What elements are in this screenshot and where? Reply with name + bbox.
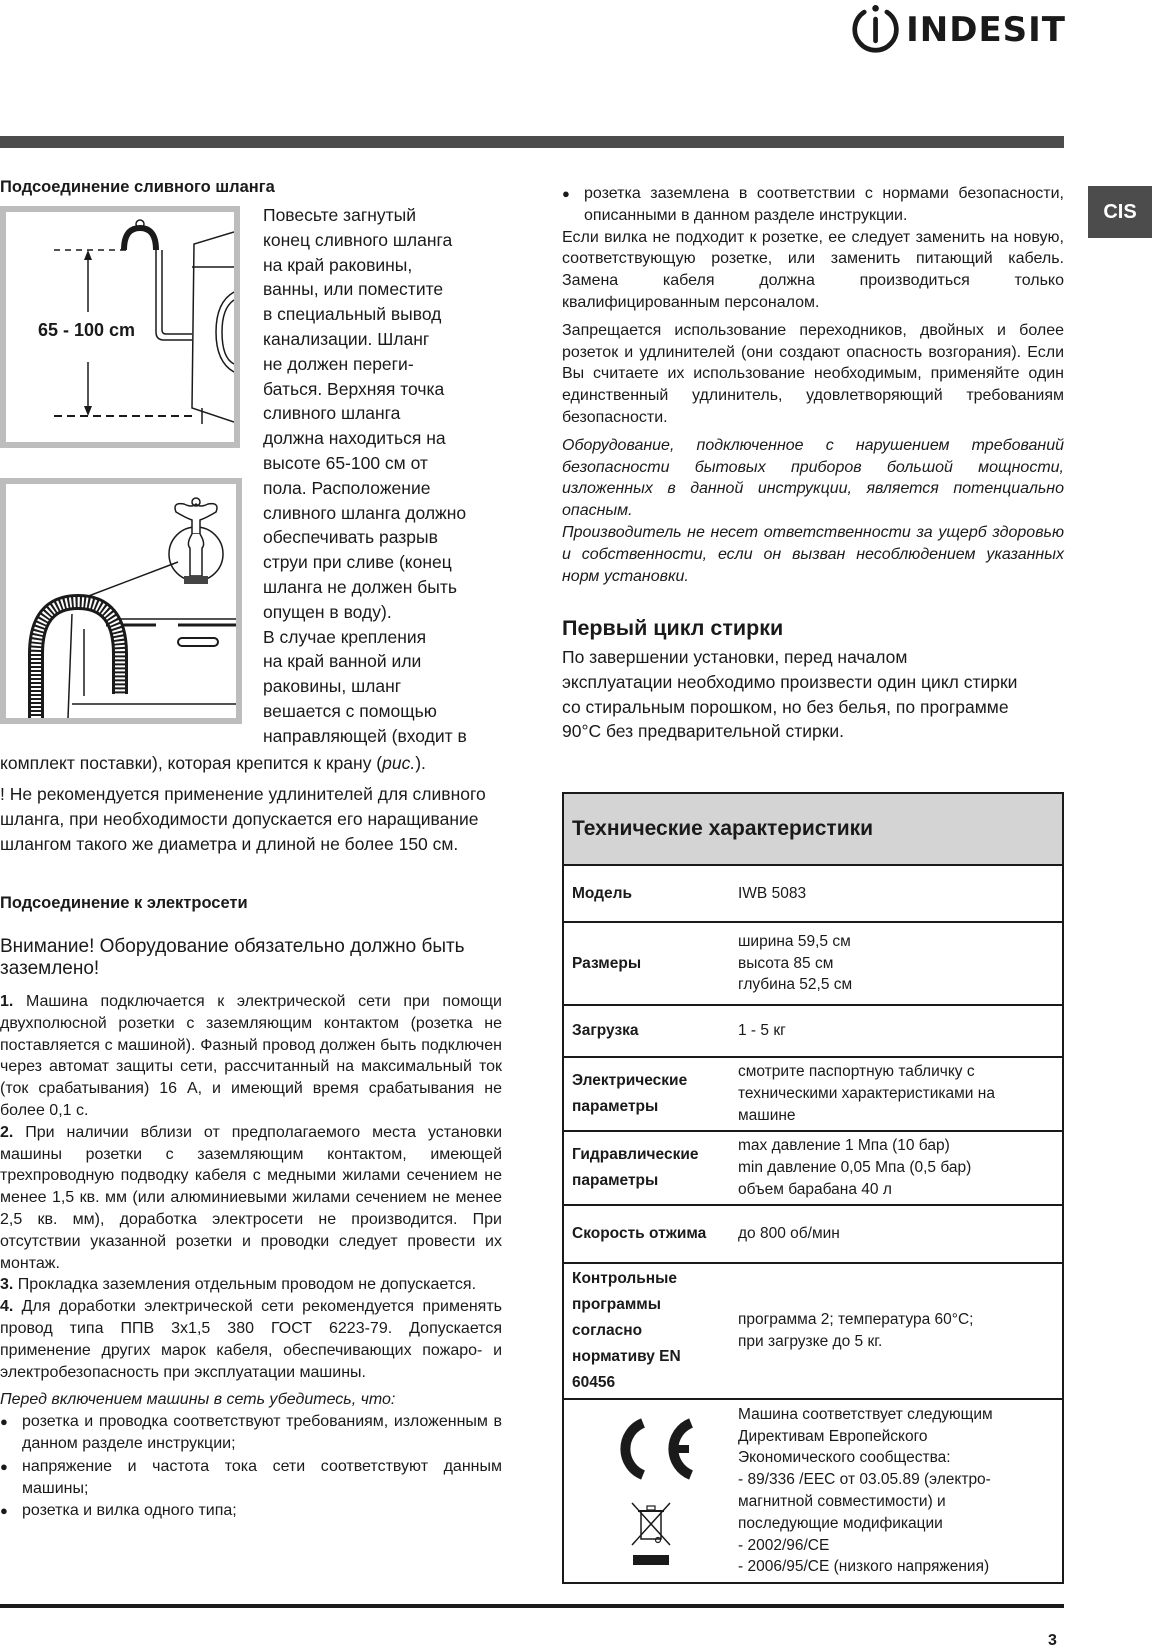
text-line: Повесьте загнутый xyxy=(263,205,416,225)
value-line: Директивам Европейского xyxy=(738,1427,928,1445)
spec-label: Загрузка xyxy=(572,1022,639,1039)
text-line: на край ванной или xyxy=(263,651,422,672)
text-line: канализации. Шланг xyxy=(263,328,430,349)
value-line: Машина соответствует следующим xyxy=(738,1405,993,1423)
item-text: Для доработки электрической сети рекомендуется применять провод типа ППВ 3х1,5 380 ГОСТ 6223-79. Допускается применение других марок кабеля, обеспечивающих пожаро- и электробезопасность при эксплуатации машины. xyxy=(0,1298,502,1381)
item-text: При наличии вблизи от предполагаемого места установки машины розетки с заземляющим контактом, имеющей трехпроводную подводку кабеля с медными жилами сечением не менее 1,5 кв. мм (или алюминиевыми жилами сечением не менее 2,5 кв. мм), доработка электросети не производится. При отсутствии указанной розетки и проводки следует провести их монтаж. xyxy=(0,1123,502,1272)
brand-name: INDESIT xyxy=(906,10,1066,50)
technical-specs-table xyxy=(562,792,1064,1584)
spec-row-test-programs xyxy=(564,1264,1062,1400)
adapter-warning: Запрещается использование переходников, двойных и более розеток и удлинителей (они создают опасность возгорания). Если Вы считаете их использование необходимым, применяйте один единственный удлинитель, удовлетворяющий требованиям безопасности. xyxy=(562,321,1064,426)
item-number: 1. xyxy=(0,993,14,1010)
value-line: Экономического сообщества: xyxy=(738,1449,951,1467)
hazard-note: Оборудование, подключенное с нарушением требований безопасности бытовых приборов большой мощности, изложенных в данной инструкции, является потенциально опасным. xyxy=(562,436,1064,520)
value-line: ширина 59,5 см xyxy=(738,932,851,950)
value-line: высота 85 см xyxy=(738,954,834,972)
value-line: техническими характеристиками на xyxy=(738,1085,995,1103)
text-line: должна находиться на xyxy=(263,428,446,449)
text-run: ). xyxy=(415,753,426,773)
weee-bin-icon xyxy=(628,1499,674,1549)
spec-label: Контрольные программы согласно нормативу EN 60456 xyxy=(572,1270,681,1391)
spec-value xyxy=(738,923,1062,1004)
liability-note: Производитель не несет ответственности за ущерб здоровью и собственности, если он вызван несоблюдением указанных норм установки. xyxy=(562,523,1064,585)
indesit-logo xyxy=(851,2,1066,58)
value-line: max давление 1 Мпа (10 бар) xyxy=(738,1137,950,1155)
value-line: IWB 5083 xyxy=(738,884,807,902)
item-text: Прокладка заземления отдельным проводом не допускается. xyxy=(13,1276,477,1294)
spec-label: Скорость отжима xyxy=(572,1225,707,1242)
spec-label: Размеры xyxy=(572,954,642,972)
spec-label: Электрические параметры xyxy=(572,1072,688,1115)
checklist-item: ● розетка заземлена в соответствии с нормами безопасности, описанными в данном разделе инструкции. xyxy=(562,183,1064,227)
weee-bar-icon xyxy=(633,1555,669,1565)
spec-value xyxy=(738,1206,1062,1262)
text-line: раковины, шланг xyxy=(263,676,402,697)
text-line: в специальный вывод xyxy=(263,304,442,325)
spec-value xyxy=(738,1132,1062,1204)
footer-divider xyxy=(0,1604,1064,1608)
text-run: комплект поставки), которая крепится к крану ( xyxy=(0,753,383,773)
spec-label: Модель xyxy=(572,884,633,902)
text-line: опущен в воду). xyxy=(263,601,392,622)
value-line: магнитной совместимости) и xyxy=(738,1493,946,1510)
value-line: до 800 об/мин xyxy=(738,1225,840,1243)
text-line: направляющей (входит в xyxy=(263,725,467,746)
value-line: при загрузке до 5 кг. xyxy=(738,1333,883,1350)
item-number: 2. xyxy=(0,1123,14,1141)
first-cycle-text: По завершении установки, перед началом эксплуатации необходимо произвести один цикл стирки со стиральным порошком, но без белья, по программе 90°С без предварительной стирки. xyxy=(562,647,1018,742)
value-line: - 2002/96/CE xyxy=(738,1536,830,1554)
figure-reference: рис. xyxy=(382,753,416,773)
text-line: ванны, или поместите xyxy=(263,279,444,300)
text-line: баться. Верхняя точка xyxy=(263,378,445,399)
first-cycle-heading: Первый цикл стирки xyxy=(562,616,784,640)
value-line: последующие модификации xyxy=(738,1514,943,1532)
checklist-item: ● розетка и вилка одного типа; xyxy=(0,1500,502,1522)
requirement-item xyxy=(0,1274,502,1296)
spec-value xyxy=(738,1058,1062,1130)
power-connection-heading: Подсоединение к электросети xyxy=(0,894,248,912)
value-line: - 89/336 /EEC от 03.05.89 (электро- xyxy=(738,1471,991,1489)
spec-value xyxy=(738,1400,1062,1582)
text-line: шланга не должен быть xyxy=(263,576,457,597)
spec-row-spin-speed xyxy=(564,1206,1062,1264)
ce-mark-icon xyxy=(603,1417,699,1481)
item-number: 3. xyxy=(0,1276,14,1294)
spec-value xyxy=(738,1006,1062,1056)
spec-row-electrical xyxy=(564,1058,1062,1132)
requirement-item xyxy=(0,1296,502,1383)
text-line: струи при сливе (конец xyxy=(263,552,452,573)
text-line: сливного шланга должно xyxy=(263,502,467,523)
value-line: 1 - 5 кг xyxy=(738,1022,786,1040)
page-number: 3 xyxy=(1048,1632,1057,1649)
spec-label: Гидравлические параметры xyxy=(572,1146,699,1189)
value-line: - 2006/95/CE (низкого напряжения) xyxy=(738,1558,990,1576)
drain-hose-instructions xyxy=(263,203,503,749)
spec-row-compliance xyxy=(564,1400,1062,1582)
grounding-warning: Внимание! Оборудование обязательно должно быть заземлено! xyxy=(0,936,465,979)
figure-hose-guide xyxy=(0,478,242,724)
drain-hose-instructions-tail xyxy=(0,751,510,776)
text-line: сливного шланга xyxy=(263,403,401,424)
plug-replacement-note: Если вилка не подходит к розетке, ее следует заменить на новую, соответствующую розетке, или заменить питающий кабель. Замена кабеля должна производиться только квалифицированным персоналом. xyxy=(562,228,1064,311)
item-text: Машина подключается к электрической сети при помощи двухполюсной розетки с заземляющим контактом (розетка не поставляется с машиной). Фазный провод должен быть подключен через автомат защиты сети, рассчитанный на максимальный ток (ток срабатывания) 16 А, и имеющий время срабатывания не более 0,1 с. xyxy=(0,993,502,1119)
requirement-item xyxy=(0,1122,502,1275)
drain-hose-heading: Подсоединение сливного шланга xyxy=(0,178,275,196)
height-range-label: 65 - 100 cm xyxy=(38,320,136,340)
value-line: программа 2; температура 60°С; xyxy=(738,1311,974,1329)
value-line: глубина 52,5 см xyxy=(738,976,853,994)
checklist-intro: Перед включением машины в сеть убедитесь, что: xyxy=(0,1391,396,1409)
spec-row-dimensions xyxy=(564,923,1062,1006)
text-line: обеспечивать разрыв xyxy=(263,527,438,548)
extension-warning: ! Не рекомендуется применение удлинителей для сливного шланга, при необходимости допускается его наращивание шлангом такого же диаметра и длиной не более 150 см. xyxy=(0,784,486,854)
text-line: не должен переги- xyxy=(263,353,414,374)
item-number: 4. xyxy=(0,1298,14,1316)
text-line: пола. Расположение xyxy=(263,477,431,498)
hose-guide-diagram xyxy=(6,484,236,718)
text-line: высоте 65-100 см от xyxy=(263,452,428,473)
safety-notes xyxy=(562,183,1064,587)
spec-value xyxy=(738,866,1062,921)
spec-row-model xyxy=(564,866,1062,923)
compliance-marks xyxy=(564,1400,738,1582)
text-line: конец сливного шланга xyxy=(263,229,453,250)
region-tab-cis xyxy=(1088,186,1152,238)
power-requirements-list xyxy=(0,991,502,1522)
header-divider xyxy=(0,136,1064,148)
specs-title: Технические характеристики xyxy=(564,794,1062,866)
value-line: машине xyxy=(738,1106,796,1124)
region-tab-label: CIS xyxy=(1103,200,1137,223)
checklist-item: ● розетка и проводка соответствуют требованиям, изложенным в данном разделе инструкции; xyxy=(0,1411,502,1455)
spec-row-hydraulic xyxy=(564,1132,1062,1206)
value-line: смотрите паспортную табличку с xyxy=(738,1063,975,1081)
spec-row-load xyxy=(564,1006,1062,1058)
indesit-power-icon xyxy=(851,2,900,58)
value-line: объем барабана 40 л xyxy=(738,1180,892,1198)
spec-value xyxy=(738,1264,1062,1398)
requirement-item xyxy=(0,991,502,1122)
text-line: В случае крепления xyxy=(263,626,427,647)
figure-hose-height xyxy=(0,206,240,448)
text-line: вешается с помощью xyxy=(263,700,437,721)
text-line: на край раковины, xyxy=(263,254,413,275)
value-line: min давление 0,05 Мпа (0,5 бар) xyxy=(738,1159,972,1177)
checklist-item: ● напряжение и частота тока сети соответствуют данным машины; xyxy=(0,1456,502,1500)
